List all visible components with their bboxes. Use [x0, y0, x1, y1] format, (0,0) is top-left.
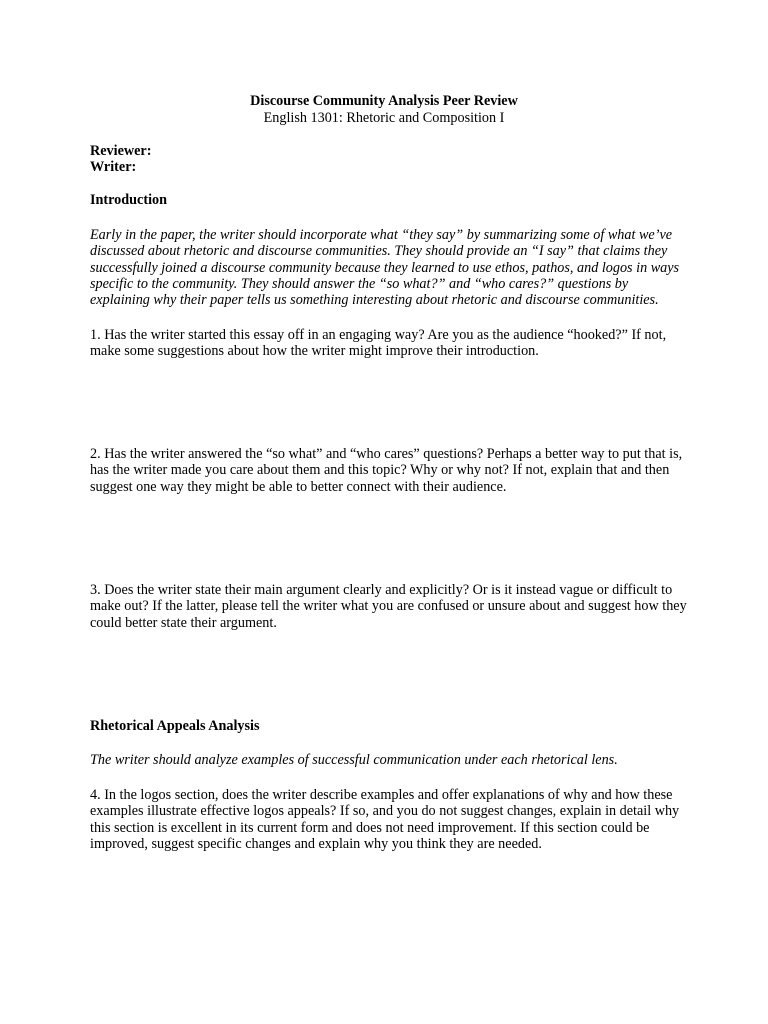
reviewer-field-label: Reviewer: [90, 143, 152, 159]
introduction-heading: Introduction [90, 192, 167, 208]
rhetorical-appeals-heading: Rhetorical Appeals Analysis [90, 718, 260, 734]
course-subtitle: English 1301: Rhetoric and Composition I [263, 110, 505, 126]
document-title: Discourse Community Analysis Peer Review [250, 93, 518, 109]
question-4: 4. In the logos section, does the writer describe examples and offer explanations of why and how these examples illustrate effective logos appeals? If so, and you do not suggest changes, explain in detail why this section is excellent in its current form and does not need improvement. If this section could be improved, suggest specific changes and explain why you think they are needed. [90, 787, 680, 852]
rhetorical-appeals-instructions: The writer should analyze examples of successful communication under each rhetorical lens. [90, 752, 618, 768]
introduction-instructions: Early in the paper, the writer should incorporate what “they say” by summarizing some of what we’ve discussed about rhetoric and discourse communities. They should provide an “I say” that claims they successfully joined a discourse community because they learned to use ethos, pathos, and logos in ways specific to the community. They should answer the “so what?” and “who cares?” questions by explaining why their paper tells us something interesting about rhetoric and discourse communities. [90, 227, 680, 309]
question-3: 3. Does the writer state their main argument clearly and explicitly? Or is it instead vague or difficult to make out? If the latter, please tell the writer what you are confused or unsure about and suggest how they could better state their argument. [90, 582, 687, 631]
question-1: 1. Has the writer started this essay off in an engaging way? Are you as the audience “hooked?” If not, make some suggestions about how the writer might improve their introduction. [90, 327, 667, 360]
writer-field-label: Writer: [90, 159, 137, 175]
question-2: 2. Has the writer answered the “so what” and “who cares” questions? Perhaps a better way to put that is, has the writer made you care about them and this topic? Why or why not? If not, explain that and then suggest one way they might be able to better connect with their audience. [90, 446, 683, 495]
